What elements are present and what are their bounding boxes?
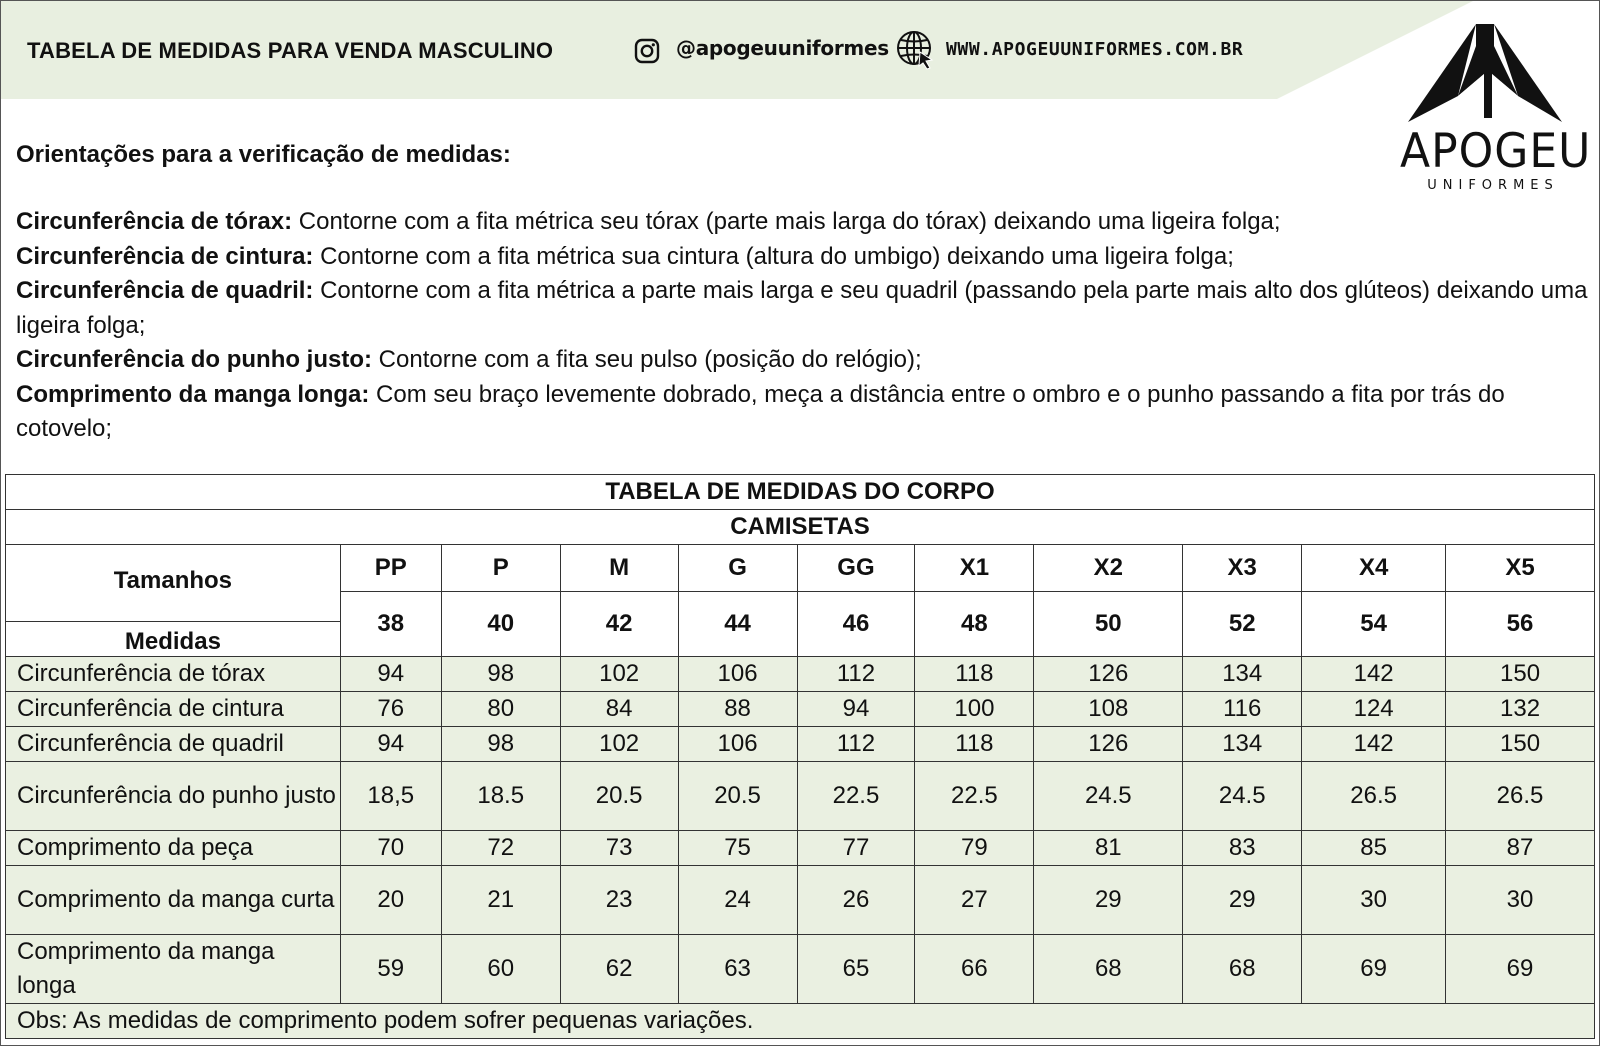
row-label: Circunferência de cintura (6, 692, 341, 727)
measure-value: 106 (678, 727, 797, 762)
guide-term: Circunferência do punho justo: (16, 346, 373, 373)
measure-value: 66 (915, 935, 1034, 1004)
size-number: 40 (441, 592, 560, 657)
measure-value: 98 (441, 727, 560, 762)
page-title: TABELA DE MEDIDAS PARA VENDA MASCULINO (27, 38, 554, 63)
row-label: Comprimento da manga curta (6, 866, 341, 935)
measure-value: 132 (1446, 692, 1595, 727)
measure-value: 118 (915, 727, 1034, 762)
guide-item (16, 378, 1591, 447)
measure-value: 59 (340, 935, 441, 1004)
measure-value: 72 (441, 831, 560, 866)
size-x4: X4 (1302, 545, 1446, 592)
measure-value: 70 (340, 831, 441, 866)
measure-value: 68 (1183, 935, 1302, 1004)
guide-term: Circunferência de cintura: (16, 242, 314, 270)
measure-value: 85 (1302, 831, 1446, 866)
size-x1: X1 (915, 545, 1034, 592)
measure-value: 150 (1446, 727, 1595, 762)
guide-term: Circunferência de tórax: (16, 208, 293, 235)
measure-value: 20.5 (560, 762, 678, 831)
guide-term: Comprimento da manga longa: (16, 380, 370, 408)
measure-value: 124 (1302, 692, 1446, 727)
measure-value: 102 (560, 657, 678, 692)
measure-value: 24.5 (1034, 762, 1183, 831)
measure-value: 22.5 (915, 762, 1034, 831)
size-header-cell (6, 545, 341, 657)
guide-term: Circunferência de quadril: (16, 277, 314, 304)
measure-value: 30 (1446, 866, 1595, 935)
guide-text: Contorne com a fita seu pulso (posição do relógio); (372, 346, 922, 373)
size-pp: PP (340, 545, 441, 592)
measure-value: 68 (1034, 935, 1183, 1004)
apogeu-logo (1400, 22, 1592, 202)
measure-value: 126 (1034, 727, 1183, 762)
size-number: 52 (1183, 592, 1302, 657)
guide-text: Contorne com a fita métrica seu tórax (parte mais larga do tórax) deixando uma ligeira folga; (292, 208, 1281, 235)
header-divider (6, 621, 340, 622)
table-row (6, 866, 1595, 935)
table-row (6, 935, 1595, 1004)
guide-item (16, 240, 1591, 275)
measure-value: 81 (1034, 831, 1183, 866)
measure-value: 22.5 (797, 762, 915, 831)
size-number: 54 (1302, 592, 1446, 657)
measure-value: 20 (340, 866, 441, 935)
size-x3: X3 (1183, 545, 1302, 592)
measure-value: 150 (1446, 657, 1595, 692)
measure-value: 77 (797, 831, 915, 866)
measure-value: 62 (560, 935, 678, 1004)
size-m: M (560, 545, 678, 592)
guide-text: Contorne com a fita métrica a parte mais larga e seu quadril (passando pela parte mais alto dos glúteos) deixando uma ligeira folga; (16, 277, 1588, 339)
measure-value: 18,5 (340, 762, 441, 831)
measure-value: 94 (340, 727, 441, 762)
table-note: Obs: As medidas de comprimento podem sofrer pequenas variações. (6, 1004, 1595, 1039)
website-link[interactable]: WWW.APOGEUUNIFORMES.COM.BR (946, 39, 1244, 60)
table-title: TABELA DE MEDIDAS DO CORPO (6, 475, 1595, 510)
measure-value: 84 (560, 692, 678, 727)
measure-value: 63 (678, 935, 797, 1004)
measure-value: 65 (797, 935, 915, 1004)
size-gg: GG (797, 545, 915, 592)
size-number: 44 (678, 592, 797, 657)
measure-value: 98 (441, 657, 560, 692)
table-row (6, 762, 1595, 831)
measure-value: 94 (797, 692, 915, 727)
size-number: 56 (1446, 592, 1595, 657)
measures-label: Medidas (124, 628, 221, 655)
measure-value: 24 (678, 866, 797, 935)
table-row (6, 831, 1595, 866)
measure-value: 112 (797, 657, 915, 692)
guide-heading: Orientações para a verificação de medidas: (16, 141, 511, 168)
measure-value: 26.5 (1446, 762, 1595, 831)
instagram-handle[interactable]: @apogeuuniformes (676, 36, 889, 60)
row-label: Comprimento da manga longa (6, 935, 341, 1004)
size-number: 50 (1034, 592, 1183, 657)
measure-value: 118 (915, 657, 1034, 692)
table-subtitle: CAMISETAS (6, 510, 1595, 545)
size-p: P (441, 545, 560, 592)
measure-value: 94 (340, 657, 441, 692)
measure-value: 87 (1446, 831, 1595, 866)
measure-value: 112 (797, 727, 915, 762)
measure-value: 106 (678, 657, 797, 692)
measure-value: 126 (1034, 657, 1183, 692)
guide-text: Com seu braço levemente dobrado, meça a distância entre o ombro e o punho passando a fita por trás do cotovelo; (16, 380, 1505, 442)
table-row (6, 657, 1595, 692)
measure-value: 116 (1183, 692, 1302, 727)
measure-value: 88 (678, 692, 797, 727)
measure-value: 23 (560, 866, 678, 935)
size-number: 46 (797, 592, 915, 657)
logo-name: APOGEU (1400, 123, 1592, 180)
measure-value: 30 (1302, 866, 1446, 935)
measure-value: 134 (1183, 727, 1302, 762)
measurements-table (5, 474, 1595, 1039)
measure-value: 69 (1446, 935, 1595, 1004)
globe-icon (896, 30, 936, 70)
measure-value: 69 (1302, 935, 1446, 1004)
measurement-guide (16, 205, 1591, 447)
row-label: Circunferência de quadril (6, 727, 341, 762)
measure-value: 21 (441, 866, 560, 935)
measure-value: 80 (441, 692, 560, 727)
measure-value: 76 (340, 692, 441, 727)
measure-value: 60 (441, 935, 560, 1004)
size-g: G (678, 545, 797, 592)
size-x5: X5 (1446, 545, 1595, 592)
measure-value: 73 (560, 831, 678, 866)
table-row (6, 727, 1595, 762)
size-number: 38 (340, 592, 441, 657)
measure-value: 102 (560, 727, 678, 762)
measure-value: 83 (1183, 831, 1302, 866)
guide-text: Contorne com a fita métrica sua cintura (altura do umbigo) deixando uma ligeira folga; (313, 242, 1234, 270)
measure-value: 20.5 (678, 762, 797, 831)
measure-value: 29 (1183, 866, 1302, 935)
measure-value: 134 (1183, 657, 1302, 692)
measure-value: 26 (797, 866, 915, 935)
logo-subtitle: UNIFORMES (1427, 178, 1559, 193)
sizes-label: Tamanhos (113, 567, 233, 594)
measure-value: 108 (1034, 692, 1183, 727)
size-number: 42 (560, 592, 678, 657)
table-row (6, 692, 1595, 727)
size-x2: X2 (1034, 545, 1183, 592)
measure-value: 26.5 (1302, 762, 1446, 831)
measure-value: 29 (1034, 866, 1183, 935)
measure-value: 142 (1302, 727, 1446, 762)
guide-item (16, 274, 1591, 343)
row-label: Circunferência do punho justo (6, 762, 341, 831)
measure-value: 79 (915, 831, 1034, 866)
measure-value: 75 (678, 831, 797, 866)
measure-value: 27 (915, 866, 1034, 935)
measure-value: 18.5 (441, 762, 560, 831)
guide-item (16, 343, 1591, 378)
size-number: 48 (915, 592, 1034, 657)
row-label: Circunferência de tórax (6, 657, 341, 692)
measure-value: 100 (915, 692, 1034, 727)
instagram-icon (634, 38, 660, 64)
measure-value: 24.5 (1183, 762, 1302, 831)
measure-value: 142 (1302, 657, 1446, 692)
row-label: Comprimento da peça (6, 831, 341, 866)
guide-item (16, 205, 1591, 240)
